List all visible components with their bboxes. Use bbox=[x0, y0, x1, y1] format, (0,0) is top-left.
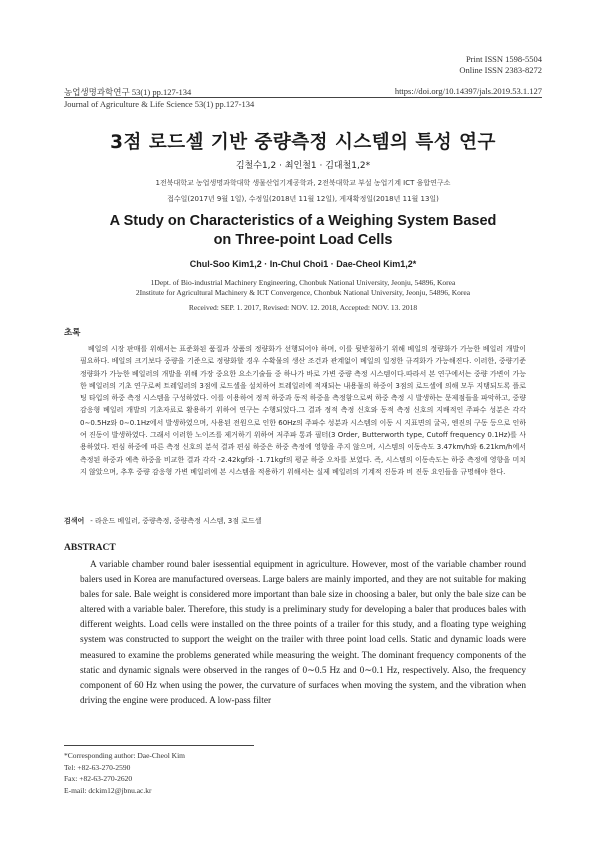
title-korean: 3점 로드셀 기반 중량측정 시스템의 특성 연구 bbox=[110, 132, 496, 153]
affiliations-korean: 1전북대학교 농업생명과학대학 생물산업기계공학과, 2전북대학교 부설 농업기계 ICT 융합연구소 bbox=[155, 179, 451, 187]
footnote-divider bbox=[64, 745, 254, 746]
header-divider bbox=[64, 97, 542, 98]
issn-print: Print ISSN 1598-5504 bbox=[465, 54, 542, 64]
received-korean: 접수일(2017년 9월 1일), 수정일(2018년 11월 12일), 게재확정일(2018년 11월 13일) bbox=[167, 195, 439, 203]
journal-ko: 농업생명과학연구 53(1) pp.127-134 bbox=[64, 87, 192, 97]
affiliation-english-2: 2Institute for Agricultural Machinery & ICT Convergence, Chonbuk National University, Jeonju, 54896, Korea bbox=[135, 288, 471, 297]
title-english-line2: on Three-point Load Cells bbox=[213, 232, 393, 248]
footnote-block bbox=[64, 750, 185, 796]
affiliations-english bbox=[64, 278, 542, 298]
affiliation-english-1: 1Dept. of Bio-industrial Machinery Engineering, Chonbuk National University, Jeonju, 54896, Korea bbox=[150, 278, 456, 287]
tel: Tel: +82-63-270-2590 bbox=[64, 762, 131, 772]
korean-abstract-heading: 초록 bbox=[64, 328, 81, 338]
title-english-line1: A Study on Characteristics of a Weighing System Based bbox=[109, 213, 497, 229]
keywords-label: 검색어 bbox=[64, 517, 85, 525]
authors-korean: 김철수1,2 · 최인철1 · 김대철1,2* bbox=[235, 161, 371, 171]
received-english: Received: SEP. 1. 2017, Revised: NOV. 12. 2018, Accepted: NOV. 13. 2018 bbox=[188, 303, 418, 312]
email[interactable]: E-mail: dckim12@jbnu.ac.kr bbox=[64, 785, 152, 795]
corresponding-author: *Corresponding author: Dae-Cheol Kim bbox=[64, 751, 186, 760]
title-english bbox=[64, 212, 542, 250]
korean-abstract-body: 베일의 시장 판매를 위해서는 표준화된 품질과 상품의 정량화가 선행되어야 하며, 이를 뒷받침하기 위해 베일의 정량화가 가능한 베일러 개발이 필요하다. 베일의 크기보다 중량을 기준으로 정량화할 경우 수확물의 생산 조건과 관계없이 베일의 일정한 규격화가 가능해진다. 이러한, 중량기준 정량화가 가능한 베일러의 개발을 위해 가장 중요한 요소기술들 중 하나가 바로 가변 중량 측정 시스템이다.따라서 본 연구에서는 중량 가변이 가능한 베일러의 기초 연구로써 트레일러의 3점에 로드셀을 설치하여 트레일러에 적재되는 내용물의 하중이 3점의 로드셀에 의해 모두 지탱되도록 플로팅 타입의 하중 측정 시스템을 구성하였다. 이를 이용하여 정적 하중과 동적 하중을 측정함으로써 하중 측정 시 발생하는 문제점들을 파악하고, 중량 감응형 베일러 개발의 기초자료로 활용하기 위하여 연구는 수행되었다.그 결과 정적 측정 신호와 동적 측정 신호의 지배적인 주파수 성분은 각각 0∼0.5Hz와 0∼0.1Hz에서 발생하였으며, 사용된 전원으로 인한 60Hz의 주파수 성분과 시스템의 이동 시 지표면의 굴곡, 엔진의 구동 등으로 인하여 진동이 발생하였다. 그래서 이러한 노이즈를 제거하기 위하여 저주파 통과 필터(3 Order, Butterworth type, Cutoff frequency 0.1Hz)를 사용하였다. 편심 하중에 따른 측정 신호의 분석 결과 편심 하중은 하중 측정에 영향을 주지 않으며, 시스템의 이동속도 3.47km/h와 6.21km/h에서 측정된 하중과 예측 하중을 비교한 결과 각각 -2.42kgf와 -1.71kgf의 평균 하중 오차를 보였다. 즉, 시스템의 이동속도는 하중 측정에 영향을 미치지 않았으며, 추후 중량 감응형 가변 베일러에 본 시스템을 적용하기 위해서는 실제 베일러의 기계적 진동과 비 진동 요인들을 규명해야 한다. bbox=[80, 345, 526, 476]
doi-link[interactable]: https://doi.org/10.14397/jals.2019.53.1.127 bbox=[394, 86, 542, 96]
abstract-heading: ABSTRACT bbox=[64, 543, 116, 553]
keywords bbox=[64, 516, 542, 526]
keywords-text: - 라운드 베일러, 중량측정, 중량측정 시스템, 3점 로드셀 bbox=[90, 517, 262, 525]
abstract-body: A variable chamber round baler isessential equipment in agriculture. However, most of the variable chamber round balers used in Korea are manufactured overseas. Large balers are mainly imported, and they are not suitable for making bales for sale. Bale weight is considered more important than bale size in choosing a baler, but only the bale size can be altered with a variable baler. Therefore, this study is a preliminary study for developing a baler that produces bales with different weights. Load cells were installed on the three points of a trailer for this study, and a floating type weighing system was constructed to support the weight on the trailer with three point load cells. Static and dynamic loads were measured to examine the problems generated while measuring the weight. The dominant frequency components of the static and dynamic signals were observed in the ranges of 0∼0.5 Hz and 0∼0.1 Hz, respectively. Also, the frequency component of 60 Hz when using the power, the curvature of surfaces when moving the system, and the vibration when driving the engine were produced. A low-pass filter bbox=[80, 560, 526, 706]
issn-block bbox=[459, 54, 542, 76]
journal-en: Journal of Agriculture & Life Science 53(1) pp.127-134 bbox=[64, 99, 255, 109]
authors-english: Chul-Soo Kim1,2 · In-Chul Choi1 · Dae-Cheol Kim1,2* bbox=[189, 259, 417, 269]
issn-online: Online ISSN 2383-8272 bbox=[459, 65, 542, 75]
fax: Fax: +82-63-270-2620 bbox=[64, 774, 133, 783]
